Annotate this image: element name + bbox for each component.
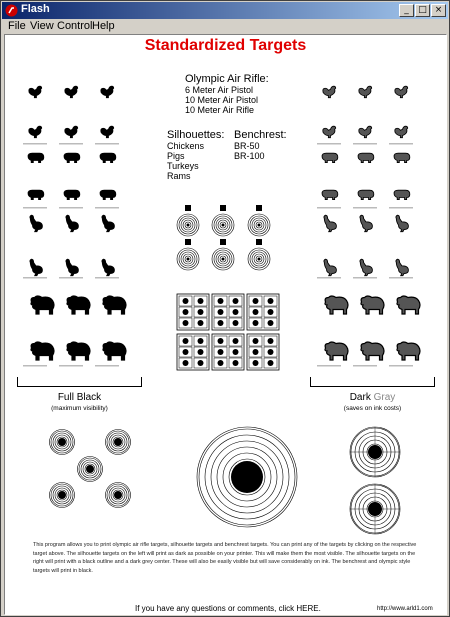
silhouette-item[interactable]: Turkeys (167, 161, 199, 171)
sil-right-svg (303, 35, 438, 375)
chicken-silhouette[interactable] (323, 126, 336, 138)
flash-app-icon (5, 4, 18, 17)
olympic-target[interactable] (248, 214, 270, 236)
chicken-silhouette[interactable] (395, 86, 408, 98)
olympic-target[interactable] (212, 248, 234, 270)
benchrest-card[interactable] (247, 294, 279, 330)
ram-silhouette[interactable] (31, 342, 54, 360)
contact-link[interactable]: If you have any questions or comments, click HERE. (135, 604, 321, 613)
pig-silhouette[interactable] (358, 153, 374, 162)
benchrest-item[interactable]: BR-100 (234, 151, 265, 161)
turkey-silhouette[interactable] (102, 215, 114, 232)
olympic-target[interactable] (177, 248, 199, 270)
target-marker (256, 239, 262, 245)
dark-word: Dark (349, 392, 371, 403)
tiny-caption-line (389, 143, 413, 145)
tiny-caption-line (317, 207, 341, 209)
flash-content (4, 34, 447, 615)
tiny-caption-line (353, 143, 377, 145)
tiny-caption-line (317, 143, 341, 145)
full-black-sub: (maximum visibility) (51, 405, 108, 412)
website-url[interactable]: http://www.arld1.com (377, 606, 433, 612)
dark-gray-sub: (saves on ink costs) (343, 405, 402, 412)
tiny-caption-line (59, 143, 83, 145)
tiny-caption-line (23, 365, 47, 367)
tiny-caption-line (59, 277, 83, 279)
olympic-item[interactable]: 10 Meter Air Pistol (185, 95, 259, 105)
olympic-target[interactable] (212, 214, 234, 236)
ram-silhouette[interactable] (361, 342, 384, 360)
pig-silhouette[interactable] (322, 153, 338, 162)
turkey-silhouette[interactable] (30, 215, 42, 232)
tiny-caption-line (23, 143, 47, 145)
menu-help[interactable]: Help (92, 20, 115, 32)
olympic-list (185, 73, 269, 115)
chicken-silhouette[interactable] (395, 126, 408, 138)
pig-silhouette[interactable] (100, 153, 116, 162)
tiny-caption-line (23, 277, 47, 279)
chicken-silhouette[interactable] (101, 126, 114, 138)
turkey-silhouette[interactable] (324, 215, 336, 232)
turkey-silhouette[interactable] (360, 259, 372, 276)
gray-word: Gray (373, 392, 396, 403)
dark-gray-label (310, 392, 435, 403)
benchrest-list (234, 129, 287, 161)
benchrest-card[interactable] (212, 334, 244, 370)
target-marker (185, 239, 191, 245)
full-black-label: Full Black (57, 392, 102, 403)
silhouette-item[interactable]: Chickens (167, 141, 205, 151)
menu-bar (2, 19, 448, 34)
ram-silhouette[interactable] (103, 342, 126, 360)
target-marker (185, 205, 191, 211)
turkey-silhouette[interactable] (324, 259, 336, 276)
silhouettes-list (167, 129, 224, 181)
right-bracket (310, 377, 435, 387)
bottom-svg (5, 427, 447, 547)
tiny-caption-line (317, 277, 341, 279)
silhouettes-heading: Silhouettes: (167, 129, 225, 141)
tiny-caption-line (317, 365, 341, 367)
turkey-silhouette[interactable] (102, 259, 114, 276)
ram-silhouette[interactable] (67, 342, 90, 360)
ram-silhouette[interactable] (31, 296, 54, 314)
small-bullseye-target[interactable] (106, 430, 131, 455)
chicken-silhouette[interactable] (359, 126, 372, 138)
chicken-silhouette[interactable] (323, 86, 336, 98)
tiny-caption-line (95, 143, 119, 145)
tiny-caption-line (353, 277, 377, 279)
pig-silhouette[interactable] (100, 190, 116, 199)
tiny-caption-line (23, 207, 47, 209)
small-bullseye-target[interactable] (78, 457, 103, 482)
ram-silhouette[interactable] (103, 296, 126, 314)
small-bullseye-target[interactable] (106, 483, 131, 508)
sil-left-svg (9, 35, 144, 375)
window-title: Flash (21, 3, 50, 15)
silhouette-item[interactable]: Pigs (167, 151, 185, 161)
close-button[interactable]: × (431, 4, 446, 17)
pig-silhouette[interactable] (28, 190, 44, 199)
tiny-caption-line (353, 207, 377, 209)
turkey-silhouette[interactable] (66, 215, 78, 232)
ram-silhouette[interactable] (325, 296, 348, 314)
tiny-caption-line (389, 277, 413, 279)
chicken-silhouette[interactable] (29, 86, 42, 98)
chicken-silhouette[interactable] (65, 126, 78, 138)
tiny-caption-line (95, 207, 119, 209)
tiny-caption-line (353, 365, 377, 367)
olympic-item[interactable]: 10 Meter Air Rifle (185, 105, 255, 115)
benchrest-card[interactable] (247, 334, 279, 370)
target-marker (256, 205, 262, 211)
tiny-caption-line (59, 207, 83, 209)
maximize-button[interactable]: □ (415, 4, 430, 17)
menu-file[interactable]: File (8, 20, 26, 32)
pig-silhouette[interactable] (394, 190, 410, 199)
pig-silhouette[interactable] (322, 190, 338, 199)
olympic-target[interactable] (248, 248, 270, 270)
large-bullseye-target[interactable] (197, 427, 297, 527)
small-bullseye-target[interactable] (50, 430, 75, 455)
pig-silhouette[interactable] (394, 153, 410, 162)
benchrest-item[interactable]: BR-50 (234, 141, 260, 151)
target-marker (220, 239, 226, 245)
description-text: This program allows you to print olympic air rifle targets, silhouette targets and benchrest targets. You can print any of the targets by clicking on the respective target above. The silhouette targets on the left will print as dark as possible on your printer. This will make them the most visible. The silhouette targets on the right will print with a black outline and a dark grey center. These will also be easily visible but will save considerably on ink. The benchrest and olympic style targets will print in black. (33, 542, 417, 574)
silhouette-item[interactable]: Rams (167, 171, 191, 181)
olympic-svg (175, 205, 275, 285)
turkey-silhouette[interactable] (30, 259, 42, 276)
tiny-caption-line (95, 365, 119, 367)
olympic-item[interactable]: 6 Meter Air Pistol (185, 85, 254, 95)
tiny-caption-line (389, 365, 413, 367)
left-bracket (17, 377, 142, 387)
turkey-silhouette[interactable] (396, 215, 408, 232)
chicken-silhouette[interactable] (359, 86, 372, 98)
tiny-caption-line (389, 207, 413, 209)
chicken-silhouette[interactable] (101, 86, 114, 98)
benchrest-card[interactable] (177, 294, 209, 330)
tiny-caption-line (95, 277, 119, 279)
benchrest-heading: Benchrest: (234, 129, 287, 141)
menu-view[interactable]: View (30, 20, 54, 32)
small-bullseye-target[interactable] (50, 483, 75, 508)
ram-silhouette[interactable] (397, 342, 420, 360)
target-marker (220, 205, 226, 211)
minimize-button[interactable]: _ (399, 4, 414, 17)
benchrest-card[interactable] (177, 334, 209, 370)
benchrest-svg (177, 294, 287, 374)
benchrest-card[interactable] (212, 294, 244, 330)
chicken-silhouette[interactable] (29, 126, 42, 138)
chicken-silhouette[interactable] (65, 86, 78, 98)
pig-silhouette[interactable] (64, 190, 80, 199)
turkey-silhouette[interactable] (360, 215, 372, 232)
page-title: Standardized Targets (144, 37, 307, 54)
turkey-silhouette[interactable] (66, 259, 78, 276)
olympic-heading: Olympic Air Rifle: (185, 73, 269, 85)
pig-silhouette[interactable] (28, 153, 44, 162)
menu-control[interactable]: Control (57, 20, 93, 32)
ram-silhouette[interactable] (397, 296, 420, 314)
ram-silhouette[interactable] (361, 296, 384, 314)
tiny-caption-line (59, 365, 83, 367)
ram-silhouette[interactable] (67, 296, 90, 314)
pig-silhouette[interactable] (358, 190, 374, 199)
title-bar[interactable] (2, 2, 448, 19)
olympic-target[interactable] (177, 214, 199, 236)
ram-silhouette[interactable] (325, 342, 348, 360)
turkey-silhouette[interactable] (396, 259, 408, 276)
pig-silhouette[interactable] (64, 153, 80, 162)
